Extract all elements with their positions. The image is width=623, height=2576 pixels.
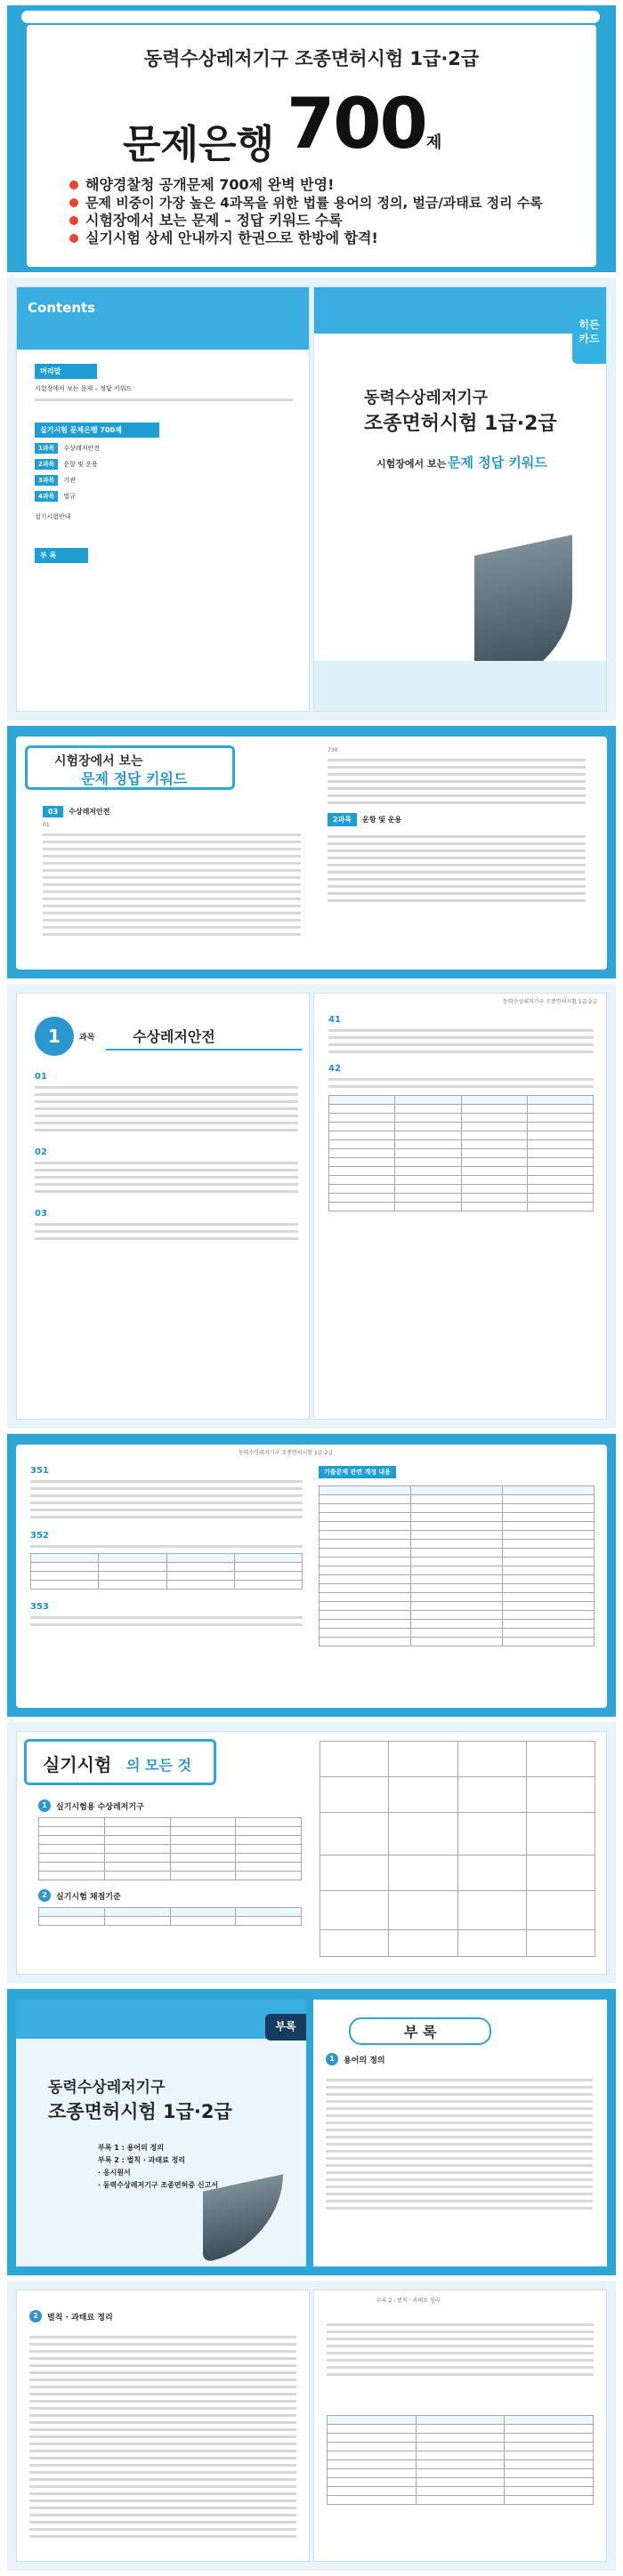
appendix-def-section: 1 용어의 정의 bbox=[326, 2053, 385, 2065]
practical-section: 1 실기시험용 수상레저기구 bbox=[38, 1799, 302, 1812]
legal-right bbox=[319, 1466, 595, 1646]
keywords-subject-1: 03 수상레저안전 bbox=[43, 806, 110, 817]
hidden-card-title-1: 동력수상레저기구 bbox=[364, 389, 489, 407]
cover-panel bbox=[7, 5, 616, 272]
contents-chapter-row: 2과목 운항 및 운용 bbox=[35, 459, 293, 470]
answer-table bbox=[328, 1095, 594, 1212]
appendix-title-1: 동력수상레저기구 bbox=[48, 2079, 166, 2097]
appendix-panel bbox=[7, 1989, 616, 2275]
question-number: 02 bbox=[35, 1147, 47, 1157]
question-block bbox=[328, 1015, 594, 1212]
wave-strip bbox=[314, 661, 607, 712]
hidden-card-sub-2: 문제 정답 키워드 bbox=[448, 455, 547, 471]
practical-panel bbox=[7, 1722, 616, 1984]
penalty-table bbox=[327, 2415, 594, 2505]
appendix2-right bbox=[313, 2290, 607, 2562]
chapter-badge: 1 bbox=[35, 1017, 74, 1056]
page-header: 부록 2 : 벌칙 · 과태료 정리 bbox=[376, 2298, 441, 2304]
keywords-subject-badge: 03 bbox=[43, 806, 63, 817]
keywords-header-2: 문제 정답 키워드 bbox=[81, 770, 188, 787]
contents-chapter-row: 3과목 기관 bbox=[35, 475, 293, 486]
bullet-dot-icon bbox=[69, 234, 78, 243]
question-number: 41 bbox=[328, 1015, 341, 1025]
scoring-detail-table bbox=[320, 1741, 595, 1957]
chapter1-panel bbox=[7, 984, 616, 1429]
appendix-def-lines bbox=[326, 2074, 593, 2214]
scoring-table bbox=[38, 1907, 302, 1926]
contents-section: 머리말 bbox=[35, 364, 97, 379]
contents-chapter-row: 4과목 법규 bbox=[35, 491, 293, 502]
legal-tag: 기출문제 관련 개정 내용 bbox=[319, 1466, 396, 1478]
appendix2-lines bbox=[29, 2331, 296, 2542]
appendix-left bbox=[16, 2000, 306, 2266]
hidden-card-tab: 히든 카드 bbox=[572, 312, 606, 364]
contents-chapter-row: 1과목 수상레저안전 bbox=[35, 443, 293, 454]
keywords-header-box bbox=[25, 745, 235, 790]
chapter1-page-left bbox=[16, 993, 310, 1420]
appendix-right bbox=[313, 2000, 607, 2266]
hidden-card-header bbox=[314, 287, 607, 334]
question-number: 01 bbox=[35, 1072, 47, 1082]
bullet-dot-icon bbox=[69, 198, 78, 207]
appendix-title-2: 조종면허시험 1급·2급 bbox=[48, 2101, 232, 2122]
keywords-subject-2: 2과목 운항 및 운용 bbox=[328, 813, 586, 826]
legal-page bbox=[16, 1445, 607, 1708]
cover-bullet: 시험장에서 보는 문제 – 정답 키워드 수록 bbox=[69, 212, 586, 229]
question-block bbox=[35, 1072, 298, 1244]
appendix-items: 부록 1 : 용어의 정의 부록 2 : 벌칙 · 과태료 정리 · 응시원서 · 동력수상레저기구 조종면허증 신고서 bbox=[98, 2144, 219, 2189]
cover-bullets bbox=[69, 176, 586, 247]
practical-title-box bbox=[24, 1739, 216, 1785]
legal-tag-row bbox=[319, 1466, 595, 1478]
appendix-right-title: 부 록 bbox=[349, 2017, 491, 2045]
appendix2-left bbox=[16, 2290, 310, 2562]
chapter-unit: 과목 bbox=[79, 1034, 95, 1042]
question-number: 352 bbox=[30, 1531, 49, 1541]
practical-left bbox=[38, 1799, 302, 1926]
contents-item: 실기시험안내 bbox=[35, 513, 71, 520]
practical-title-2: 의 모든 것 bbox=[126, 1757, 191, 1774]
practical-title-1: 실기시험 bbox=[43, 1754, 112, 1775]
contents-label: Contents bbox=[28, 300, 96, 316]
cover-bullet: 해양경찰청 공개문제 700제 완벽 반영! bbox=[69, 176, 586, 194]
practical-right bbox=[320, 1741, 595, 1957]
keywords-panel bbox=[7, 726, 616, 978]
bullet-dot-icon bbox=[69, 181, 78, 189]
bullet-dot-icon bbox=[69, 216, 78, 225]
keywords-page bbox=[16, 737, 607, 970]
contents-section: 부 록 bbox=[35, 548, 88, 563]
practical-section: 2 실기시험 채점기준 bbox=[38, 1889, 302, 1902]
cover-title: 문제은행 bbox=[123, 122, 275, 167]
practical-page bbox=[16, 1731, 607, 1975]
contents-section: 실기시험 문제은행 700제 bbox=[35, 423, 159, 438]
chapter-title-rule bbox=[106, 1049, 302, 1051]
legal-left bbox=[30, 1466, 303, 1630]
appendix2-right-lines bbox=[327, 2319, 594, 2380]
hidden-card-title-2: 조종면허시험 1급·2급 bbox=[364, 413, 557, 435]
contents-body bbox=[35, 364, 293, 563]
question-number: 42 bbox=[328, 1064, 341, 1074]
page-header: 동력수상레저기구 조종면허시험 1급·2급 bbox=[239, 1450, 334, 1456]
keywords-left-lines: 01 bbox=[43, 822, 301, 940]
question-number: 353 bbox=[30, 1602, 49, 1612]
question-number: 03 bbox=[35, 1209, 47, 1219]
appendix-header bbox=[16, 2000, 306, 2039]
hidden-card-sub-1: 시험장에서 보는 bbox=[376, 458, 447, 470]
vessel-table bbox=[38, 1817, 302, 1880]
appendix2-section: 2 벌칙 · 과태료 정리 bbox=[29, 2310, 113, 2322]
cover-subtitle: 동력수상레저기구 조종면허시험 1급·2급 bbox=[143, 48, 480, 69]
legal-panel bbox=[7, 1434, 616, 1717]
chapter-title: 수상레저안전 bbox=[133, 1028, 215, 1045]
keywords-header-1: 시험장에서 보는 bbox=[54, 754, 143, 769]
question-number: 351 bbox=[30, 1466, 49, 1476]
contents-item: 시험장에서 보는 문제 – 정답 키워드 bbox=[35, 385, 133, 392]
revision-table bbox=[319, 1485, 595, 1646]
chapter1-page-right bbox=[313, 993, 607, 1420]
appendix2-panel bbox=[7, 2281, 616, 2571]
appendix-tab: 부록 bbox=[265, 2014, 306, 2041]
legal-table bbox=[30, 1553, 303, 1590]
keywords-right-lines: 730 2과목 운항 및 운용 bbox=[328, 747, 586, 906]
contents-page bbox=[16, 286, 310, 712]
hidden-card-page bbox=[313, 286, 607, 712]
contents-panel bbox=[7, 278, 616, 720]
cover-bullet: 문제 비중이 가장 높은 4과목을 위한 법률 용어의 정의, 벌금/과태료 정리 수록 bbox=[69, 194, 586, 212]
cover-card bbox=[27, 25, 596, 267]
page-header: 동력수상레저기구 조종면허시험 1급·2급 bbox=[502, 999, 597, 1005]
cover-bullet: 실기시험 상세 안내까지 한권으로 한방에 합격! bbox=[69, 229, 586, 247]
cover-count: 700제 bbox=[287, 85, 442, 165]
contents-header bbox=[17, 287, 310, 350]
